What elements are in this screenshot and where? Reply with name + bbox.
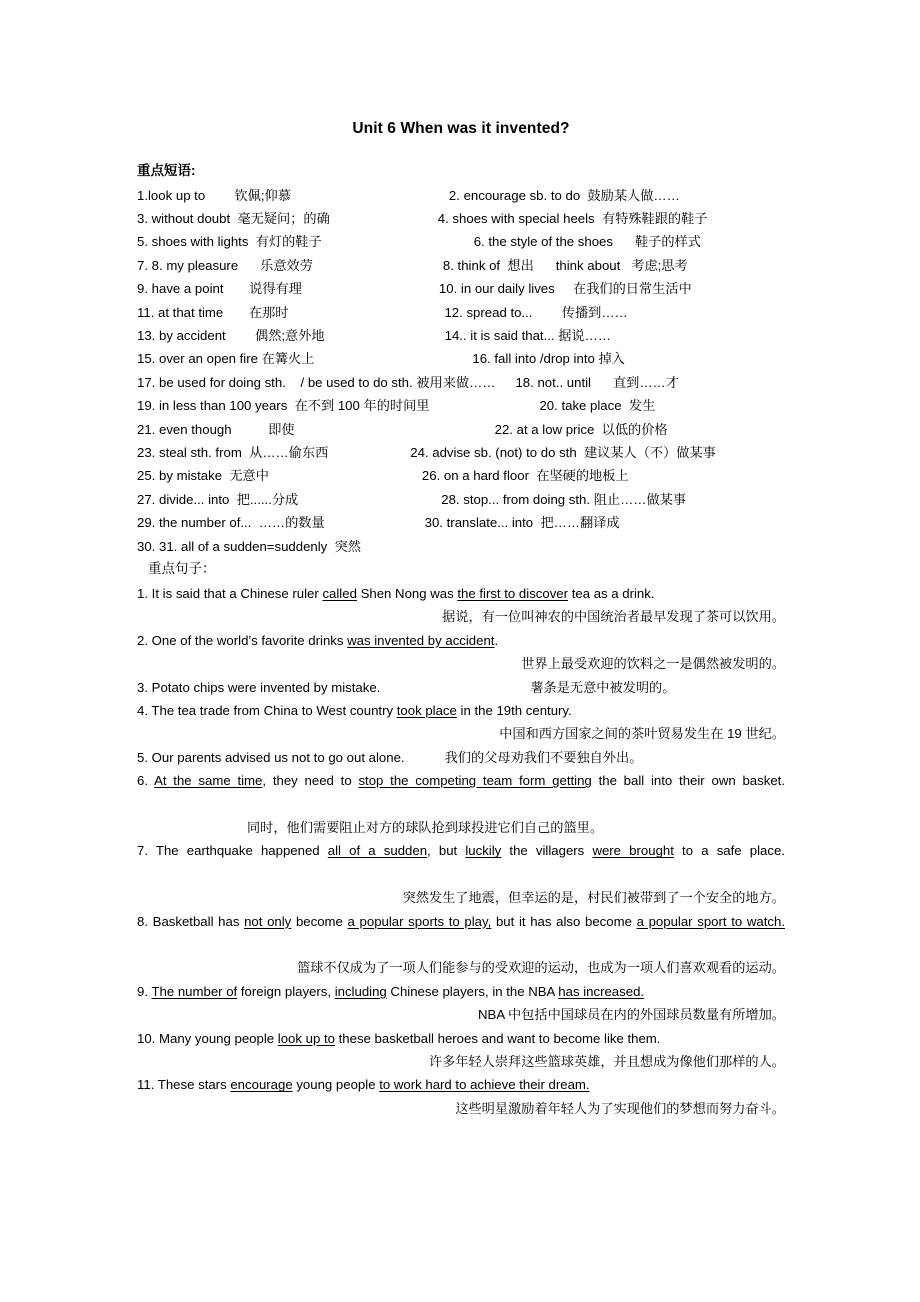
sentence-text: Chinese players, in the NBA: [386, 983, 559, 999]
phrase-row: [137, 230, 785, 253]
phrase-right: 30. translate... into 把……翻译成: [424, 515, 620, 531]
sentence-english: [137, 769, 785, 816]
phrase-row: [137, 184, 785, 207]
section-heading-phrases: 重点短语:: [137, 162, 196, 178]
sentence-text: the villagers: [501, 843, 593, 859]
sentence-block: [137, 1027, 785, 1074]
sentence-text: 4. The tea trade from China to West country: [137, 702, 397, 718]
phrase-row: [137, 441, 785, 464]
phrase-left: 5. shoes with lights 有灯的鞋子: [137, 234, 322, 250]
phrase-left: 3. without doubt 毫无疑问；的确: [137, 210, 330, 226]
sentence-block: [137, 980, 785, 1027]
sentence-text: 8. Basketball has: [137, 913, 245, 929]
sentence-underlined-phrase: was invented by accident: [347, 632, 495, 648]
phrase-row: [137, 371, 785, 394]
sentence-text: young people: [292, 1077, 380, 1093]
sentence-english: [137, 582, 785, 605]
sentence-text: .: [494, 632, 499, 648]
sentences-list: [137, 582, 785, 1120]
phrase-row: [137, 347, 785, 370]
sentence-block: [137, 746, 785, 769]
phrase-left: 29. the number of... ……的数量: [137, 515, 325, 531]
phrase-left: 1.look up to 钦佩;仰慕: [137, 187, 291, 203]
phrase-left: 17. be used for doing sth. / be used to do sth. 被用来做……: [137, 374, 496, 390]
phrase-right: 4. shoes with special heels 有特殊鞋跟的鞋子: [437, 210, 708, 226]
phrase-right: 14.. it is said that... 据说……: [444, 327, 611, 343]
phrase-left: 19. in less than 100 years 在不到 100 年的时间里: [137, 398, 430, 414]
sentence-underlined-phrase: At the same time: [154, 773, 263, 789]
phrase-row: [137, 511, 785, 534]
phrase-right: 26. on a hard floor 在坚硬的地板上: [421, 468, 629, 484]
phrase-row: [137, 324, 785, 347]
phrase-left: 7. 8. my pleasure 乐意效劳: [137, 257, 313, 273]
sentence-text: 6.: [137, 773, 155, 789]
phrase-right: 12. spread to... 传播到……: [444, 304, 628, 320]
sentence-text: to a safe place.: [673, 843, 785, 859]
section-heading-sentences: 重点句子：: [148, 561, 216, 577]
phrase-row: [137, 301, 785, 324]
sentence-text: in the 19th century.: [456, 702, 572, 718]
sentence-text: 1. It is said that a Chinese ruler: [137, 585, 323, 601]
sentence-english: [137, 980, 785, 1003]
sentence-underlined-phrase: not only: [244, 913, 292, 929]
phrase-left: 9. have a point 说得有理: [137, 281, 302, 297]
sentence-underlined-phrase: including: [334, 983, 387, 999]
phrase-right: 8. think of 想出 think about 考虑;思考: [442, 257, 688, 273]
sentence-english: [137, 699, 785, 722]
sentence-english: [137, 910, 785, 957]
sentence-text: , but: [427, 843, 466, 859]
sentence-english: [137, 629, 785, 652]
phrase-left: 25. by mistake 无意中: [137, 468, 269, 484]
phrase-left: 23. steal sth. from 从……偷东西: [137, 444, 329, 460]
sentence-block: [137, 1073, 785, 1120]
sentence-text: , they need to: [262, 773, 359, 789]
sentence-block: [137, 629, 785, 676]
sentence-underlined-phrase: luckily: [465, 843, 502, 859]
phrase-row: [137, 488, 785, 511]
phrase-row: [137, 464, 785, 487]
phrase-right: 24. advise sb. (not) to do sth 建议某人（不）做某事: [410, 444, 716, 460]
sentence-block: [137, 699, 785, 746]
sentence-underlined-phrase: encourage: [230, 1077, 293, 1093]
sentence-underlined-phrase: all of a sudden: [327, 843, 428, 859]
sentence-translation: 据说，有一位叫神农的中国统治者最早发现了茶可以饮用。: [442, 609, 785, 625]
sentence-text: 3. Potato chips were invented by mistake.: [137, 679, 381, 695]
phrase-left: 15. over an open fire 在篝火上: [137, 351, 315, 367]
sentence-underlined-phrase: took place: [396, 702, 457, 718]
phrase-left: 21. even though 即使: [137, 421, 295, 437]
phrase-row: [137, 535, 785, 558]
sentence-text: the ball into their own basket.: [591, 773, 785, 789]
sentence-block: [137, 676, 785, 699]
sentence-block: [137, 910, 785, 980]
phrase-left: 27. divide... into 把......分成: [137, 491, 299, 507]
sentence-underlined-phrase: a popular sports to play,: [347, 913, 492, 929]
sentence-text: 11. These stars: [137, 1077, 231, 1093]
sentence-translation-inline: 同时，他们需要阻止对方的球队抢到球投进它们自己的篮里。: [247, 820, 604, 835]
page-title: Unit 6 When was it invented?: [352, 120, 570, 137]
sentence-translation: 许多年轻人崇拜这些篮球英雄，并且想成为像他们那样的人。: [428, 1054, 785, 1070]
sentence-translation: 突然发生了地震，但幸运的是，村民们被带到了一个安全的地方。: [402, 890, 785, 906]
sentence-text: foreign players,: [237, 983, 335, 999]
phrase-left: 11. at that time 在那时: [137, 304, 289, 320]
sentence-text: 7. The earthquake happened: [137, 843, 328, 859]
sentence-text: 10. Many young people: [137, 1030, 278, 1046]
sentence-underlined-phrase: has increased.: [558, 983, 645, 999]
phrase-left: 13. by accident 偶然;意外地: [137, 327, 325, 343]
sentence-translation-line: [137, 816, 785, 839]
sentence-underlined-phrase: The number of: [151, 983, 238, 999]
sentence-block: [137, 582, 785, 629]
sentence-block: [137, 839, 785, 909]
sentence-english: [137, 839, 785, 886]
sentence-text: but it has also become: [491, 913, 637, 929]
sentence-translation: NBA 中包括中国球员在内的外国球员数量有所增加。: [478, 1007, 785, 1023]
sentence-translation: 世界上最受欢迎的饮料之一是偶然被发明的。: [521, 656, 785, 672]
sentence-text: these basketball heroes and want to become like them.: [334, 1030, 661, 1046]
phrase-right: 16. fall into /drop into 掉入: [472, 351, 625, 367]
sentence-underlined-phrase: stop the competing team form getting: [358, 773, 592, 789]
sentence-english: [137, 676, 785, 699]
sentence-text: Shen Nong was: [356, 585, 458, 601]
sentence-text: 5. Our parents advised us not to go out alone.: [137, 749, 405, 765]
sentence-english: [137, 1073, 785, 1096]
phrase-row: [137, 418, 785, 441]
sentence-text: 9.: [137, 983, 152, 999]
sentence-translation: 这些明星激励着年轻人为了实现他们的梦想而努力奋斗。: [455, 1100, 785, 1116]
phrase-left: 30. 31. all of a sudden=suddenly 突然: [137, 538, 361, 554]
phrase-right: 2. encourage sb. to do 鼓励某人做……: [448, 187, 680, 203]
sentence-text: tea as a drink.: [568, 585, 655, 601]
phrase-right: 10. in our daily lives 在我们的日常生活中: [438, 281, 692, 297]
sentence-translation-inline: 薯条是无意中被发明的。: [530, 679, 676, 695]
sentence-underlined-phrase: to work hard to achieve their dream.: [379, 1077, 590, 1093]
sentence-text: become: [291, 913, 348, 929]
phrase-row: [137, 394, 785, 417]
sentence-translation-inline: 我们的父母劝我们不要独自外出。: [444, 749, 643, 765]
sentence-english: [137, 746, 785, 769]
sentence-text: 2. One of the world’s favorite drinks: [137, 632, 348, 648]
phrase-right: 20. take place 发生: [539, 398, 656, 414]
sentence-underlined-phrase: the first to discover: [457, 585, 569, 601]
sentence-underlined-phrase: look up to: [277, 1030, 335, 1046]
sentence-translation: 中国和西方国家之间的茶叶贸易发生在 19 世纪。: [499, 726, 785, 742]
sentence-underlined-phrase: called: [322, 585, 357, 601]
phrases-list: [137, 184, 785, 559]
phrase-row: [137, 207, 785, 230]
sentence-underlined-phrase: a popular sport to watch.: [636, 913, 785, 929]
phrase-right: 28. stop... from doing sth. 阻止……做某事: [441, 491, 687, 507]
phrase-right: 22. at a low price 以低的价格: [494, 421, 668, 437]
sentence-english: [137, 1027, 785, 1050]
sentence-underlined-phrase: were brought: [592, 843, 674, 859]
phrase-right: 6. the style of the shoes 鞋子的样式: [473, 234, 701, 250]
phrase-right: 18. not.. until 直到……才: [515, 374, 679, 390]
phrase-row: [137, 254, 785, 277]
sentence-translation: 篮球不仅成为了一项人们能参与的受欢迎的运动，也成为一项人们喜欢观看的运动。: [297, 960, 785, 976]
phrase-row: [137, 277, 785, 300]
sentence-block: [137, 769, 785, 839]
